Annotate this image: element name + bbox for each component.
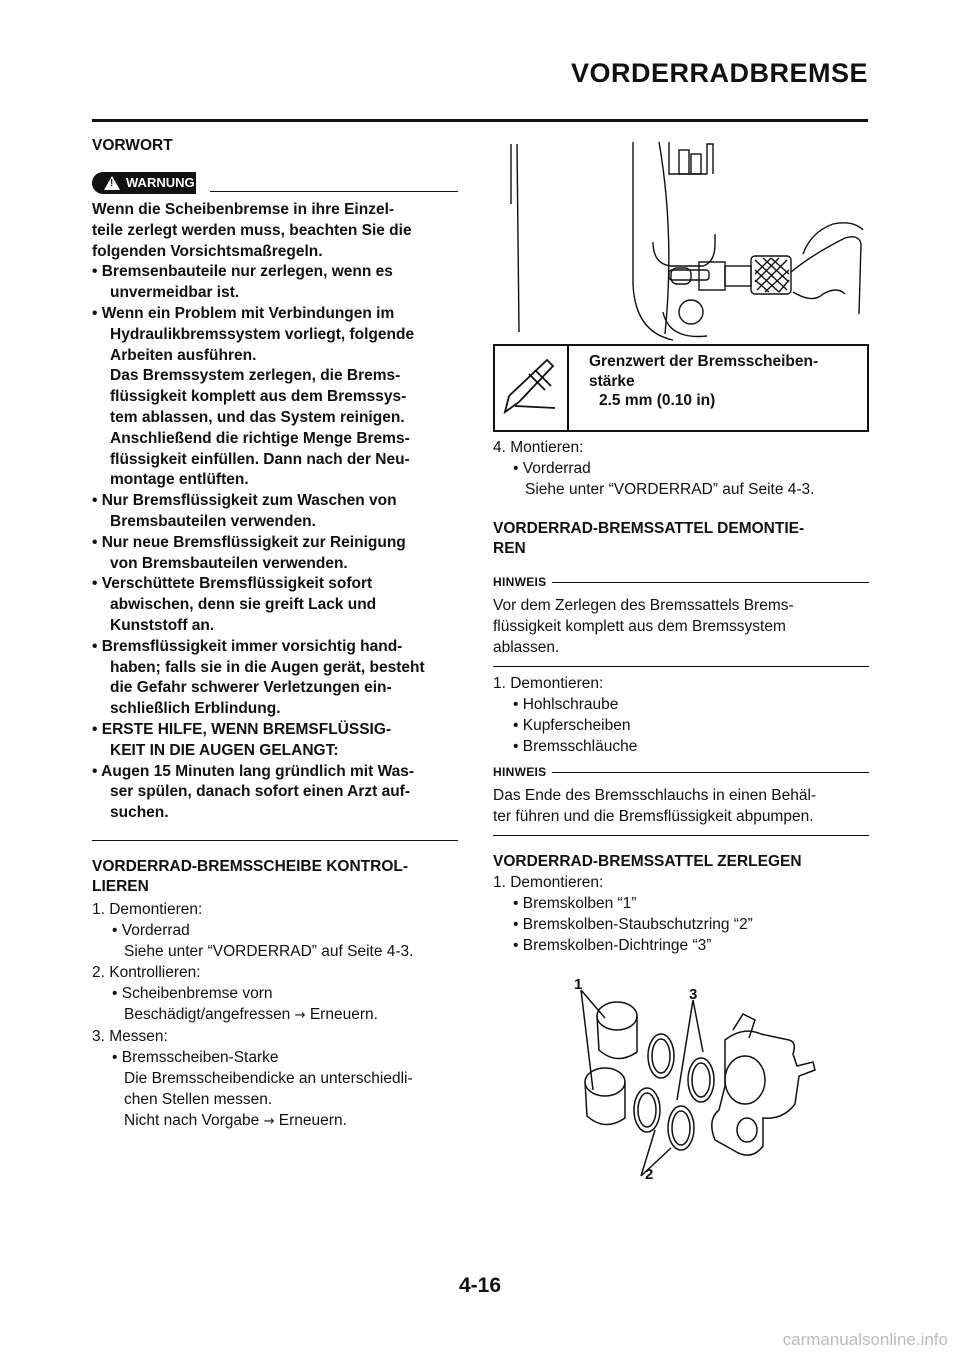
note-line: Vor dem Zerlegen des Bremssattels Brems-	[493, 597, 794, 614]
step-item: 1. Demontieren:	[493, 874, 604, 891]
disc-steps	[92, 899, 458, 1132]
warning-bullet-cont: unvermeidbar ist.	[110, 284, 240, 302]
warning-bullet-cont: Arbeiten ausführen.	[110, 346, 257, 364]
step-item: 1. Demontieren:	[493, 675, 604, 692]
warning-bullet: • Bremsflüssigkeit immer vorsichtig hand-	[92, 637, 403, 655]
step-note: chen Stellen messen.	[124, 1090, 273, 1108]
warning-bullet-cont: suchen.	[110, 804, 169, 822]
step-note	[92, 1004, 458, 1026]
step-item: 1. Demontieren:	[92, 900, 203, 918]
step-bullet: • Bremskolben-Dichtringe “3”	[513, 937, 712, 954]
page-title: VORDERRADBREMSE	[570, 58, 868, 88]
note-label: HINWEIS	[493, 575, 547, 589]
section-title-line: LIEREN	[92, 877, 149, 895]
warning-bullet-cont: Hydraulikbremssystem vorliegt, folgende	[110, 325, 415, 343]
warning-bullet-cont: montage entlüften.	[110, 471, 249, 489]
page-number: 4-16	[458, 1274, 502, 1297]
note-line: ter führen und die Bremsflüssigkeit abpumpen.	[493, 808, 814, 825]
step-bullet: • Scheibenbremse vorn	[112, 984, 273, 1002]
note-header	[493, 765, 869, 779]
warning-bullet-cont: von Bremsbauteilen verwenden.	[110, 554, 348, 572]
warning-bullet-cont: Kunststoff an.	[110, 616, 215, 634]
header-rule	[92, 119, 868, 122]
note-rule	[552, 582, 869, 583]
warning-label: WARNUNG	[126, 175, 195, 190]
warning-intro-line: folgenden Vorsichtsmaßregeln.	[92, 242, 323, 260]
section-title-line: VORDERRAD-BREMSSATTEL DEMONTIE-	[493, 520, 805, 537]
warning-bullet-cont: abwischen, denn sie greift Lack und	[110, 596, 377, 614]
remove-steps	[493, 673, 869, 757]
warning-bullet-cont: flüssigkeit einfüllen. Dann nach der Neu-	[110, 450, 410, 468]
step-bullet: • Bremsschläuche	[513, 738, 638, 755]
warning-bullet: • Wenn ein Problem mit Verbindungen im	[92, 304, 395, 322]
warning-bullet-cont: flüssigkeit komplett aus dem Bremssys-	[110, 388, 407, 406]
warning-end-rule	[92, 840, 458, 841]
warning-bullet-cont: ser spülen, danach sofort einen Arzt auf-	[110, 783, 411, 801]
spec-label: Grenzwert der Bremsscheiben-	[589, 353, 819, 370]
warning-bullet-cont: Bremsbauteilen verwenden.	[110, 512, 316, 530]
spec-box	[493, 344, 869, 432]
warning-bullet: • Bremsenbauteile nur zerlegen, wenn es	[92, 263, 393, 281]
warning-bullet: • Nur neue Bremsflüssigkeit zur Reinigung	[92, 533, 406, 551]
section-title-line: REN	[493, 540, 526, 557]
warning-bullet-cont: tem ablassen, und das System reinigen.	[110, 408, 405, 426]
arrow-icon: →	[294, 1007, 306, 1023]
warning-bullet-cont: haben; falls sie in die Augen gerät, besteht	[110, 658, 425, 676]
note-end-rule	[493, 666, 869, 667]
disassemble-steps	[493, 872, 869, 956]
caliper-illustration	[493, 970, 869, 1190]
spec-text	[569, 346, 818, 430]
spec-label: stärke	[589, 372, 635, 390]
step-note: Siehe unter “VORDERRAD” auf Seite 4-3.	[124, 942, 414, 960]
section-title-remove	[493, 519, 869, 559]
watermark: carmanualsonline.info	[782, 1330, 948, 1349]
caliper-drawing	[493, 970, 869, 1190]
note-line: ablassen.	[493, 639, 560, 656]
warning-bullet-cont: Anschließend die richtige Menge Brems-	[110, 429, 410, 447]
spec-box-icon-cell	[495, 346, 569, 430]
warning-rule	[210, 191, 458, 192]
warning-badge	[92, 172, 196, 194]
step-bullet: • Bremsscheiben-Starke	[112, 1048, 279, 1066]
note-text	[493, 785, 869, 827]
section-title-disassemble: VORDERRAD-BREMSSATTEL ZERLEGEN	[493, 853, 802, 870]
warning-bullet: • ERSTE HILFE, WENN BREMSFLÜSSIG-	[92, 720, 392, 738]
step-item: 4. Montieren:	[493, 439, 584, 456]
micrometer-illustration	[493, 134, 869, 344]
callout-1: 1	[574, 976, 583, 993]
note-text: Erneuern.	[274, 1111, 347, 1129]
warning-header	[92, 172, 458, 194]
install-steps	[493, 437, 869, 500]
step-bullet: • Bremskolben “1”	[513, 895, 637, 912]
warning-triangle-icon: !	[104, 176, 120, 190]
step-item: 3. Messen:	[92, 1027, 168, 1045]
caliper-icon	[495, 346, 567, 430]
section-title-line: VORDERRAD-BREMSSCHEIBE KONTROL-	[92, 857, 409, 875]
note-text	[493, 595, 869, 658]
step-bullet: • Bremskolben-Staubschutzring “2”	[513, 916, 753, 933]
callout-2: 2	[645, 1166, 654, 1183]
left-column	[92, 134, 458, 1132]
step-item: 2. Kontrollieren:	[92, 963, 201, 981]
warning-bullet: • Augen 15 Minuten lang gründlich mit Was-	[92, 762, 415, 780]
spec-value: 2.5 mm (0.10 in)	[599, 392, 716, 409]
warning-bullet-cont: Das Bremssystem zerlegen, die Brems-	[110, 367, 401, 385]
warning-bullet: • Verschüttete Bremsflüssigkeit sofort	[92, 575, 373, 593]
note-text: Nicht nach Vorgabe	[124, 1111, 264, 1129]
step-note: Die Bremsscheibendicke an unterschiedli-	[124, 1069, 413, 1087]
step-bullet: • Vorderrad	[112, 921, 190, 939]
section-title-disc	[92, 857, 458, 897]
warning-bullet-cont: die Gefahr schwerer Verletzungen ein-	[110, 679, 392, 697]
note-text: Beschädigt/angefressen	[124, 1005, 295, 1023]
step-bullet: • Kupferscheiben	[513, 717, 631, 734]
step-note	[92, 1110, 458, 1132]
step-bullet: • Vorderrad	[513, 460, 591, 477]
note-line: Das Ende des Bremsschlauchs in einen Behäl-	[493, 787, 817, 804]
step-note: Siehe unter “VORDERRAD” auf Seite 4-3.	[525, 481, 815, 498]
note-label: HINWEIS	[493, 765, 547, 779]
warning-bullet: • Nur Bremsflüssigkeit zum Waschen von	[92, 492, 397, 510]
arrow-icon: →	[263, 1113, 275, 1129]
warning-text	[92, 200, 458, 824]
warning-bullet-cont: KEIT IN DIE AUGEN GELANGT:	[110, 741, 339, 759]
section-title-vorwort: VORWORT	[92, 137, 173, 154]
note-end-rule	[493, 835, 869, 836]
note-text: Erneuern.	[305, 1005, 378, 1023]
note-line: flüssigkeit komplett aus dem Bremssystem	[493, 618, 786, 635]
warning-bullet-cont: schließlich Erblindung.	[110, 700, 281, 718]
warning-intro-line: Wenn die Scheibenbremse in ihre Einzel-	[92, 201, 395, 218]
note-rule	[552, 772, 869, 773]
step-bullet: • Hohlschraube	[513, 696, 619, 713]
right-column	[493, 134, 869, 1190]
note-header	[493, 575, 869, 589]
callout-3: 3	[689, 986, 698, 1003]
warning-intro-line: teile zerlegt werden muss, beachten Sie die	[92, 221, 412, 239]
